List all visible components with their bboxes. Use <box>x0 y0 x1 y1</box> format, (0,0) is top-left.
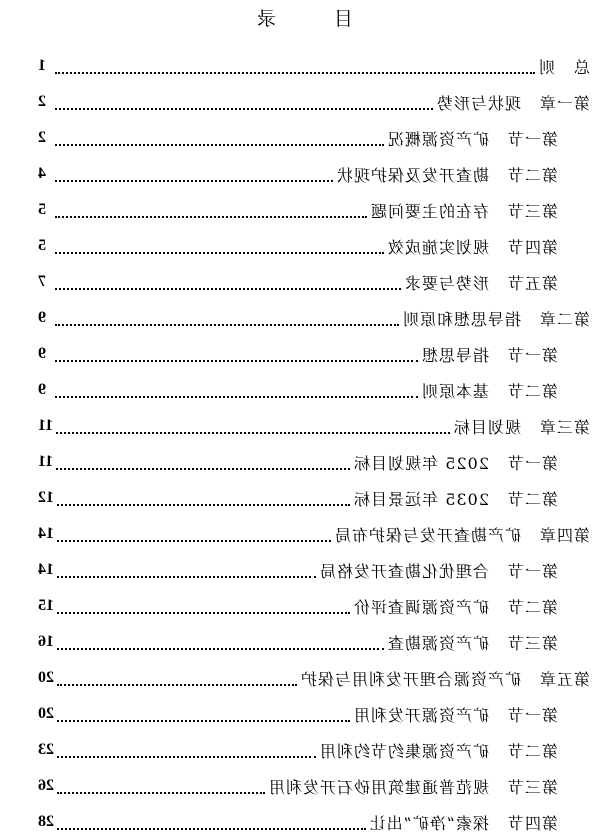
toc-entry-text: 矿产资源合理开发利用与保护 <box>299 669 521 689</box>
toc-entry[interactable] <box>0 48 610 84</box>
dot-leader <box>55 71 535 74</box>
toc-entry-number: 第二节 <box>506 165 558 185</box>
toc-entry-text: 存在的主要问题 <box>369 201 489 221</box>
toc-page-number: 9 <box>38 381 46 398</box>
toc-entry-number: 第四章 <box>538 525 590 545</box>
toc-entry-text: 指导思想 <box>420 345 489 365</box>
toc-entry[interactable] <box>0 156 610 192</box>
toc-page-number: 2 <box>38 93 46 110</box>
toc-entry-number: 第一章 <box>538 93 590 113</box>
toc-entry-number: 第一节 <box>506 561 558 581</box>
toc-entry-label <box>421 379 558 402</box>
toc-entry[interactable] <box>0 768 610 804</box>
dot-leader <box>55 395 418 398</box>
toc-entry[interactable] <box>0 696 610 732</box>
dot-leader <box>57 647 384 650</box>
dot-leader <box>56 431 450 434</box>
toc-entry-number: 第三节 <box>506 633 558 653</box>
toc-entry[interactable] <box>0 120 610 156</box>
toc-entry-label <box>402 307 590 330</box>
dot-leader <box>57 791 265 794</box>
toc-page-number: 1 <box>38 57 46 74</box>
toc-entry-label <box>334 523 590 546</box>
toc-entry-label <box>538 55 590 78</box>
toc-page-number: 14 <box>38 561 54 578</box>
dot-leader <box>55 359 418 362</box>
dot-leader <box>55 215 367 218</box>
toc-entry[interactable] <box>0 552 610 588</box>
toc-entry-text: 规划目标 <box>452 417 521 437</box>
toc-entry[interactable] <box>0 732 610 768</box>
dot-leader <box>55 107 433 110</box>
toc-entry-text: 2025 年规划目标 <box>353 453 489 473</box>
toc-page-number: 20 <box>38 705 54 722</box>
toc-entry-label <box>353 487 558 510</box>
toc-entry-text: 形势与要求 <box>403 273 489 293</box>
toc-entry[interactable] <box>0 336 610 372</box>
toc-entry-text: 指导思想和原则 <box>401 309 521 329</box>
toc-entry-number: 第一节 <box>506 705 558 725</box>
toc-entry-label <box>370 199 558 222</box>
dot-leader <box>57 539 331 542</box>
toc-entry-label <box>436 91 590 114</box>
toc-entry-text: 矿产资源概况 <box>386 129 489 149</box>
toc-entry[interactable] <box>0 804 610 840</box>
toc-entry[interactable] <box>0 588 610 624</box>
toc-entry[interactable] <box>0 516 610 552</box>
dot-leader <box>55 251 384 254</box>
toc-entry[interactable] <box>0 264 610 300</box>
toc-entry-label <box>268 775 558 798</box>
toc-entry-number: 第一节 <box>506 345 558 365</box>
toc-entry[interactable] <box>0 408 610 444</box>
dot-leader <box>57 827 366 830</box>
toc-entry-label <box>387 235 558 258</box>
toc-entry-number: 第一节 <box>506 129 558 149</box>
toc-entry-label <box>319 739 558 762</box>
toc-entry-text: 现状与形势 <box>435 93 521 113</box>
toc-entry-text: 规划实施成效 <box>386 237 489 257</box>
toc-page-number: 14 <box>38 525 54 542</box>
toc-page-number: 15 <box>38 597 54 614</box>
toc-page-number: 20 <box>38 669 54 686</box>
toc-entry-text: 2035 年远景目标 <box>353 489 489 509</box>
toc-page-number: 26 <box>38 777 54 794</box>
toc-entry-text: 合理优化勘查开发格局 <box>318 561 489 581</box>
toc-entry-label <box>404 271 558 294</box>
toc-entry-number: 第三节 <box>506 201 558 221</box>
toc-entry-text: 规范普通建筑用砂石开发利用 <box>267 777 489 797</box>
toc-entry-text: 矿产勘查开发与保护布局 <box>333 525 521 545</box>
toc-page-number: 11 <box>38 417 54 434</box>
toc-entry[interactable] <box>0 300 610 336</box>
toc-entry-label <box>319 559 558 582</box>
dot-leader <box>57 611 350 614</box>
dot-leader <box>57 755 316 758</box>
toc-page-number: 11 <box>38 453 54 470</box>
dot-leader <box>55 143 384 146</box>
toc-entry-label <box>421 343 558 366</box>
toc-entry-text: 矿产资源集约节约利用 <box>318 741 489 761</box>
toc-entry-text: 勘查开发及保护现状 <box>335 165 489 185</box>
toc-entry[interactable] <box>0 84 610 120</box>
toc-entry[interactable] <box>0 192 610 228</box>
toc-page-number: 5 <box>38 237 46 254</box>
toc-entry-number: 第四节 <box>506 237 558 257</box>
toc-page-number: 16 <box>38 633 54 650</box>
dot-leader <box>56 467 350 470</box>
toc-entry-number: 第二节 <box>506 489 558 509</box>
dot-leader <box>57 503 350 506</box>
dot-leader <box>57 719 350 722</box>
toc-entry-label <box>300 667 590 690</box>
toc-entry-text: 则 <box>537 57 555 77</box>
toc-entry-label <box>387 127 558 150</box>
toc-title: 目 录 <box>230 8 354 30</box>
toc-entry-text: 矿产资源开发利用 <box>352 705 489 725</box>
toc-entry-label <box>453 415 590 438</box>
toc-page-number: 5 <box>38 201 46 218</box>
toc-entry[interactable] <box>0 660 610 696</box>
dot-leader <box>55 179 333 182</box>
toc-page-number: 28 <box>38 813 54 830</box>
toc-entry-number: 第一节 <box>506 453 558 473</box>
toc-entry-number: 第三节 <box>506 777 558 797</box>
toc-entry-number: 第二节 <box>506 381 558 401</box>
toc-entry-label <box>336 163 558 186</box>
dot-leader <box>55 287 401 290</box>
toc-page-number: 12 <box>38 489 54 506</box>
toc-page-number: 9 <box>38 309 46 326</box>
toc-entry-label <box>353 451 558 474</box>
toc-entry[interactable] <box>0 228 610 264</box>
toc-entry[interactable] <box>0 444 610 480</box>
toc-entry-label <box>387 631 558 654</box>
toc-entry-label <box>353 595 558 618</box>
toc-page-number: 7 <box>38 273 46 290</box>
dot-leader <box>57 683 297 686</box>
toc-page-number: 23 <box>38 741 54 758</box>
toc-entry-number: 第二章 <box>538 309 590 329</box>
toc-page-number: 9 <box>38 345 46 362</box>
dot-leader <box>55 323 399 326</box>
toc-entry-number: 第二节 <box>506 597 558 617</box>
toc-entry[interactable] <box>0 372 610 408</box>
toc-entry-text: 矿产资源勘查 <box>386 633 489 653</box>
toc-page-number: 2 <box>38 129 46 146</box>
toc-entry-number: 第二节 <box>506 741 558 761</box>
dot-leader <box>57 575 316 578</box>
table-of-contents <box>0 48 610 840</box>
toc-entry-label <box>353 703 558 726</box>
toc-entry-text: 基本原则 <box>420 381 489 401</box>
toc-entry-number: 总 <box>572 57 590 77</box>
toc-entry-number: 第五章 <box>538 669 590 689</box>
toc-entry[interactable] <box>0 480 610 516</box>
toc-entry[interactable] <box>0 624 610 660</box>
toc-page-number: 4 <box>38 165 46 182</box>
toc-entry-text: 探索“净矿”出让 <box>368 813 489 833</box>
toc-entry-label <box>369 811 558 834</box>
toc-entry-text: 矿产资源调查评价 <box>352 597 489 617</box>
toc-entry-number: 第三章 <box>538 417 590 437</box>
toc-entry-number: 第五节 <box>506 273 558 293</box>
toc-entry-number: 第四节 <box>506 813 558 833</box>
